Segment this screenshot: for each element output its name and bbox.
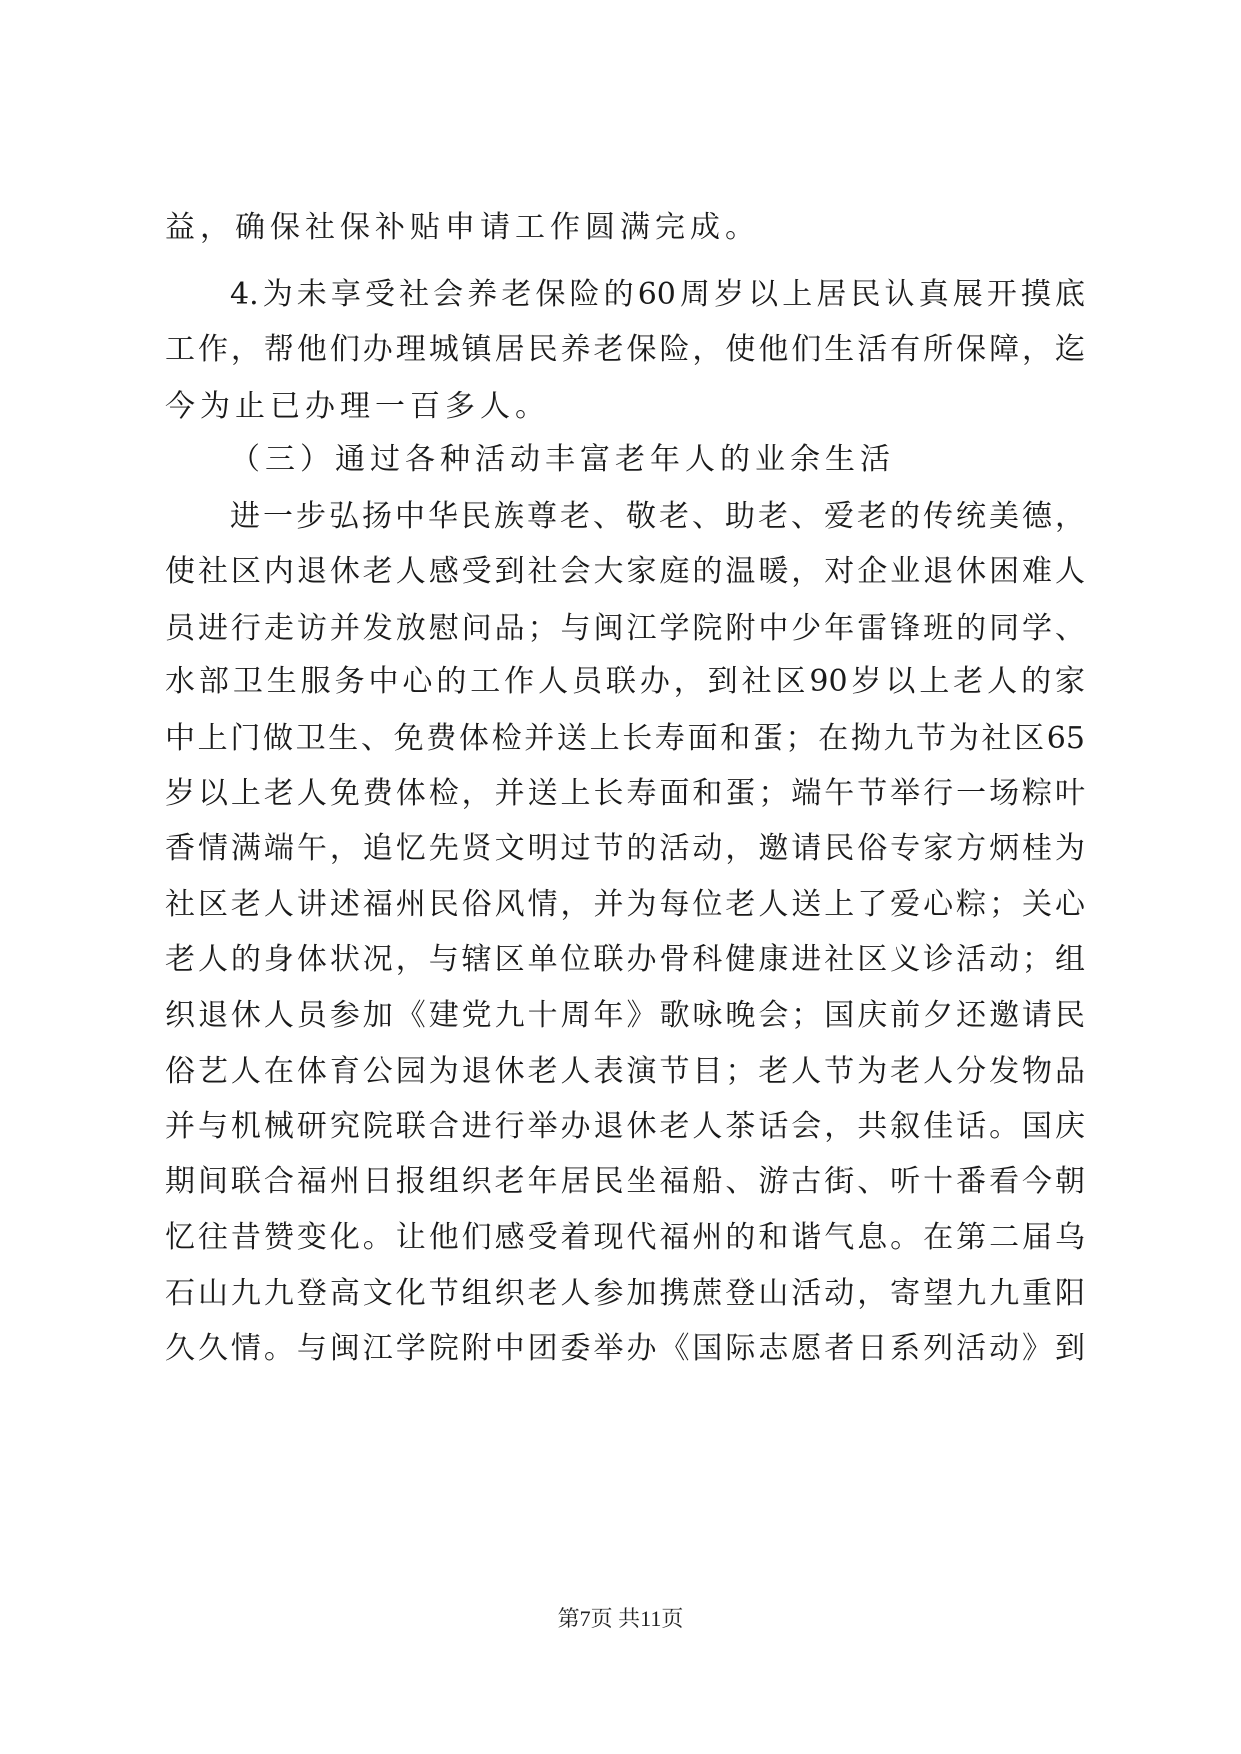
paragraph-line: 社区老人讲述福州民俗风情，并为每位老人送上了爱心粽；关心 bbox=[165, 887, 1085, 922]
paragraph-line: 工作，帮他们办理城镇居民养老保险，使他们生活有所保障，迄 bbox=[165, 332, 1085, 367]
paragraph-line: 忆往昔赞变化。让他们感受着现代福州的和谐气息。在第二届乌 bbox=[165, 1220, 1085, 1255]
section-heading: （三）通过各种活动丰富老年人的业余生活 bbox=[230, 442, 895, 477]
paragraph-line: 使社区内退休老人感受到社会大家庭的温暖，对企业退休困难人 bbox=[165, 554, 1085, 589]
paragraph-line: 水部卫生服务中心的工作人员联办，到社区90岁以上老人的家 bbox=[165, 664, 1085, 699]
paragraph-line: 4.为未享受社会养老保险的60周岁以上居民认真展开摸底 bbox=[230, 277, 1085, 312]
paragraph-line: 老人的身体状况，与辖区单位联办骨科健康进社区义诊活动；组 bbox=[165, 942, 1085, 977]
paragraph-line: 石山九九登高文化节组织老人参加携蔗登山活动，寄望九九重阳 bbox=[165, 1276, 1085, 1311]
paragraph-line: 并与机械研究院联合进行举办退休老人茶话会，共叙佳话。国庆 bbox=[165, 1109, 1085, 1144]
paragraph-line: 期间联合福州日报组织老年居民坐福船、游古街、听十番看今朝 bbox=[165, 1164, 1085, 1199]
paragraph-line: 香情满端午，追忆先贤文明过节的活动，邀请民俗专家方炳桂为 bbox=[165, 831, 1085, 866]
paragraph-line: 今为止已办理一百多人。 bbox=[165, 389, 550, 424]
paragraph-line: 岁以上老人免费体检，并送上长寿面和蛋；端午节举行一场粽叶 bbox=[165, 776, 1085, 811]
paragraph-line: 进一步弘扬中华民族尊老、敬老、助老、爱老的传统美德， bbox=[230, 499, 1085, 534]
paragraph-line: 员进行走访并发放慰问品；与闽江学院附中少年雷锋班的同学、 bbox=[165, 611, 1085, 646]
paragraph-line: 俗艺人在体育公园为退休老人表演节目；老人节为老人分发物品 bbox=[165, 1054, 1085, 1089]
paragraph-line: 织退休人员参加《建党九十周年》歌咏晚会；国庆前夕还邀请民 bbox=[165, 998, 1085, 1033]
paragraph-line: 中上门做卫生、免费体检并送上长寿面和蛋；在拗九节为社区65 bbox=[165, 721, 1085, 756]
paragraph-line: 益，确保社保补贴申请工作圆满完成。 bbox=[165, 210, 760, 245]
paragraph-line: 久久情。与闽江学院附中团委举办《国际志愿者日系列活动》到 bbox=[165, 1331, 1085, 1366]
page-number-footer: 第7页 共11页 bbox=[557, 1606, 684, 1631]
